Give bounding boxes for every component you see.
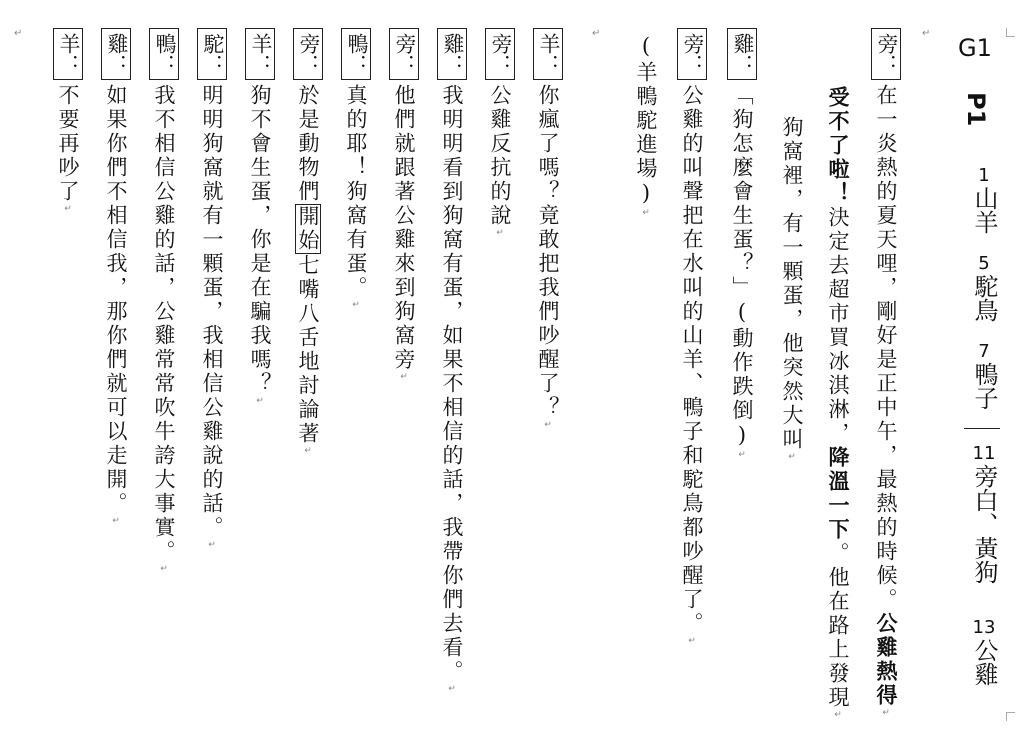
script-line <box>244 28 276 406</box>
script-line <box>292 28 324 456</box>
line-text <box>244 84 276 406</box>
cast-name: 公雞 <box>970 638 998 686</box>
line-text <box>100 84 132 526</box>
cast-name: 駝鳥 <box>970 274 998 322</box>
paragraph-mark: ↵ <box>351 300 361 310</box>
cast-number: 1 <box>978 165 990 186</box>
speaker-box: 雞： <box>101 28 131 80</box>
text-segment: 我明明看到狗窩有蛋，如果不相信的話，我帶你們去看。 <box>440 84 464 684</box>
script-line <box>484 28 516 238</box>
text-segment: 我不相信公雞的話，公雞常常吹牛誇大事實。 <box>152 84 176 564</box>
paragraph-mark: ↵ <box>447 684 457 694</box>
bold-text-segment: 公雞熱得 <box>874 612 899 708</box>
line-text <box>340 84 372 310</box>
script-line <box>196 28 228 550</box>
line-text <box>196 84 228 550</box>
stage-direction <box>630 34 662 218</box>
script-line <box>100 28 132 526</box>
text-segment: (羊鴨駝進場) <box>634 34 658 208</box>
paragraph-mark: ↵ <box>687 636 697 646</box>
paragraph-mark: ↵ <box>14 28 23 39</box>
speaker-box: 鴨： <box>149 28 179 80</box>
cast-name: 旁白、黃狗 <box>970 464 998 584</box>
cast-number: 7 <box>978 341 990 362</box>
speaker-box: 駝： <box>197 28 227 80</box>
paragraph-mark: ↵ <box>543 420 553 430</box>
cast-entry <box>962 254 1006 322</box>
boxed-text-segment: 開始 <box>296 205 320 253</box>
script-line <box>340 28 372 310</box>
paragraph-mark: ↵ <box>207 540 217 550</box>
line-text <box>726 84 758 460</box>
script-line <box>532 28 564 430</box>
script-line <box>52 28 84 214</box>
cast-entry <box>962 444 1006 584</box>
line-text <box>776 116 808 462</box>
paragraph-mark: ↵ <box>881 708 891 718</box>
speaker-box: 鴨： <box>341 28 371 80</box>
text-segment: 明明狗窩就有一顆蛋，我相信公雞說的話。 <box>200 84 224 540</box>
speaker-box: 雞： <box>727 28 757 80</box>
script-line <box>388 28 420 382</box>
cast-number: 13 <box>972 617 996 638</box>
paragraph-mark: ↵ <box>399 372 409 382</box>
line-text <box>870 84 902 718</box>
text-segment: 。他在路上發現 <box>826 542 850 710</box>
paragraph-mark: ↵ <box>833 710 843 720</box>
bold-text-segment: 受不了啦！ <box>826 86 851 206</box>
cast-entry <box>962 342 1006 410</box>
text-segment: 於是動物們 <box>296 84 320 204</box>
text-segment: 公雞反抗的說 <box>488 84 512 228</box>
speaker-box: 旁： <box>871 28 901 80</box>
text-segment: 如果你們不相信我，那你們就可以走開。 <box>104 84 128 516</box>
line-text <box>388 84 420 382</box>
script-line <box>148 28 180 574</box>
text-segment: 「狗怎麼會生蛋？」(動作跌倒) <box>730 84 754 450</box>
text-segment: 他們就跟著公雞來到狗窩旁 <box>392 84 416 372</box>
page-label: P1 <box>962 92 990 127</box>
line-text <box>436 84 468 694</box>
text-segment: 七嘴八舌地討論著 <box>296 254 320 446</box>
script-line <box>436 28 468 694</box>
bold-text-segment: 降溫一下 <box>826 446 851 542</box>
text-segment: 真的耶！狗窩有蛋。 <box>344 84 368 300</box>
cast-entry <box>962 166 1006 234</box>
script-line <box>630 34 662 218</box>
script-line <box>870 28 902 718</box>
paragraph-mark: ↵ <box>111 516 121 526</box>
text-segment: 公雞的叫聲把在水叫的山羊、鴨子和駝鳥都吵醒了。 <box>680 84 704 636</box>
line-text <box>484 84 516 238</box>
line-text <box>822 86 854 720</box>
paragraph-mark: ↵ <box>303 446 313 456</box>
line-text <box>676 84 708 646</box>
cast-divider <box>964 428 1000 429</box>
cast-name: 鴨子 <box>970 362 998 410</box>
text-segment: 決定去超市買冰淇淋， <box>826 206 850 446</box>
script-line <box>726 28 758 460</box>
text-segment: 不要再吵了 <box>56 84 80 204</box>
line-text <box>292 84 324 456</box>
cast-name: 山羊 <box>970 186 998 234</box>
paragraph-mark: ↵ <box>922 28 931 39</box>
cast-number: 11 <box>972 443 996 464</box>
speaker-box: 旁： <box>485 28 515 80</box>
speaker-box: 羊： <box>533 28 563 80</box>
speaker-box: 旁： <box>677 28 707 80</box>
speaker-box: 旁： <box>293 28 323 80</box>
line-text <box>148 84 180 574</box>
line-text <box>52 84 84 214</box>
paragraph-mark: ↵ <box>787 452 797 462</box>
paragraph-mark: ↵ <box>592 28 601 39</box>
text-segment: 在一炎熱的夏天哩，剛好是正中午，最熱的時候。 <box>874 84 898 612</box>
paragraph-mark: ↵ <box>63 204 73 214</box>
speaker-box: 羊： <box>53 28 83 80</box>
script-line <box>676 28 708 646</box>
paragraph-mark: ↵ <box>255 396 265 406</box>
paragraph-mark: ↵ <box>641 208 651 218</box>
paragraph-mark: ↵ <box>159 564 169 574</box>
cast-number: 5 <box>978 253 990 274</box>
paragraph-mark: ↵ <box>737 450 747 460</box>
margin-corner-mark <box>1006 712 1015 721</box>
text-segment: 你瘋了嗎？竟敢把我們吵醒了？ <box>536 84 560 420</box>
group-label: G1 <box>958 34 992 62</box>
text-segment: 狗不會生蛋，你是在騙我嗎？ <box>248 84 272 396</box>
script-line <box>822 86 854 720</box>
cast-entry <box>962 618 1006 686</box>
speaker-box: 旁： <box>389 28 419 80</box>
margin-corner-mark <box>1006 28 1015 37</box>
paragraph-mark: ↵ <box>495 228 505 238</box>
speaker-box: 羊： <box>245 28 275 80</box>
line-text <box>532 84 564 430</box>
text-segment: 狗窩裡，有一顆蛋，他突然大叫 <box>780 116 804 452</box>
speaker-box: 雞： <box>437 28 467 80</box>
script-line <box>776 116 808 462</box>
